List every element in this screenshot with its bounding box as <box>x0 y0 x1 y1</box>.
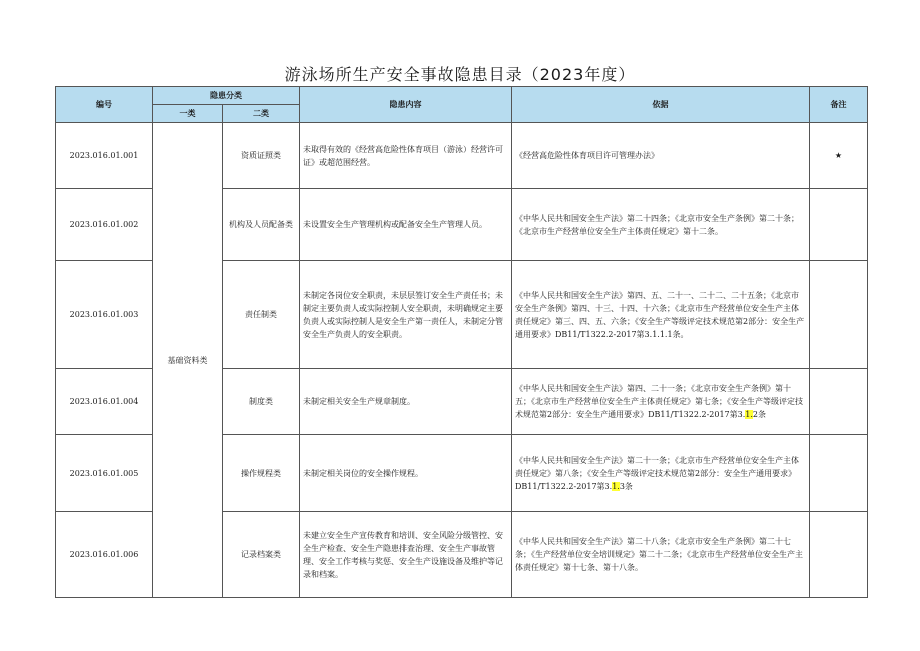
header-category: 隐患分类 <box>153 87 300 105</box>
row-cat2: 机构及人员配备类 <box>223 189 300 261</box>
page-title: 游泳场所生产安全事故隐患目录（2023年度） <box>284 65 636 84</box>
hazard-table <box>55 86 868 598</box>
row-note <box>810 189 868 261</box>
row-content: 未制定相关岗位的安全操作规程。 <box>300 435 512 512</box>
row-num: 2023.016.01.003 <box>56 261 153 369</box>
header-content: 隐患内容 <box>300 87 512 123</box>
row-note <box>810 512 868 598</box>
basis-text-end: 3条 <box>619 481 633 491</box>
row-basis: 《中华人民共和国安全生产法》第二十八条；《北京市安全生产条例》第二十七条；《生产经营单位安全培训规定》第二十二条；《北京市生产经营单位安全生产主体责任规定》第十七条、第十八条。 <box>512 512 810 598</box>
row-note <box>810 435 868 512</box>
row-cat2: 操作规程类 <box>223 435 300 512</box>
header-num: 编号 <box>56 87 153 123</box>
row-cat2: 制度类 <box>223 369 300 435</box>
header-cat2: 二类 <box>223 105 300 123</box>
row-cat2: 资质证照类 <box>223 123 300 189</box>
row-num: 2023.016.01.001 <box>56 123 153 189</box>
row-num: 2023.016.01.005 <box>56 435 153 512</box>
row-content: 未建立安全生产宣传教育和培训、安全风险分级管控、安全生产检查、安全生产隐患排查治理、安全生产事故管理、安全工作考核与奖惩、安全生产设施设备及维护等记录和档案。 <box>300 512 512 598</box>
row-basis <box>512 369 810 435</box>
header-basis: 依据 <box>512 87 810 123</box>
row-num: 2023.016.01.002 <box>56 189 153 261</box>
row-basis: 《经营高危险性体育项目许可管理办法》 <box>512 123 810 189</box>
row-note <box>810 261 868 369</box>
basis-highlight: 1. <box>745 410 753 419</box>
basis-text-end: 2条 <box>752 410 767 419</box>
row-cat2: 记录档案类 <box>223 512 300 598</box>
row-basis <box>512 435 810 512</box>
row-content: 未取得有效的《经营高危险性体育项目（游泳）经营许可证》或超范围经营。 <box>300 123 512 189</box>
basis-highlight: 1. <box>612 481 620 491</box>
row-content: 未制定相关安全生产规章制度。 <box>300 369 512 435</box>
header-cat1: 一类 <box>153 105 223 123</box>
row-basis: 《中华人民共和国安全生产法》第二十四条；《北京市安全生产条例》第二十条；《北京市生产经营单位安全生产主体责任规定》第十二条。 <box>512 189 810 261</box>
basis-text: 《中华人民共和国安全生产法》第四、二十一条；《北京市安全生产条例》第十五；《北京市生产经营单位安全生产主体责任规定》第七条；《安全生产等级评定技术规范第2部分：安全生产通用要求》DB11/T1322.2-2017第3. <box>515 384 803 419</box>
row-note: ★ <box>810 123 868 189</box>
cat1-cell: 基础资料类 <box>153 123 223 598</box>
row-num: 2023.016.01.006 <box>56 512 153 598</box>
header-note: 备注 <box>810 87 868 123</box>
row-basis: 《中华人民共和国安全生产法》第四、五、二十一、二十二、二十五条；《北京市安全生产条例》第四、十三、十四、十六条；《北京市生产经营单位安全生产主体责任规定》第三、四、五、六条；《安全生产等级评定技术规范第2部分：安全生产通用要求》DB11/T1322.2-2017第3.1.1.1条。 <box>512 261 810 369</box>
table-row <box>56 123 868 189</box>
row-note <box>810 369 868 435</box>
row-content: 未设置安全生产管理机构或配备安全生产管理人员。 <box>300 189 512 261</box>
row-content: 未制定各岗位安全职责，未层层签订安全生产责任书；未制定主要负责人或实际控制人安全职责，未明确规定主要负责人或实际控制人是安全生产第一责任人，未制定分管安全生产负责人的安全职责。 <box>300 261 512 369</box>
basis-text: 《中华人民共和国安全生产法》第二十一条；《北京市生产经营单位安全生产主体责任规定》第八条；《安全生产等级评定技术规范第2部分：安全生产通用要求》DB11/T1322.2-2017第3. <box>515 455 799 491</box>
row-cat2: 责任制类 <box>223 261 300 369</box>
row-num: 2023.016.01.004 <box>56 369 153 435</box>
